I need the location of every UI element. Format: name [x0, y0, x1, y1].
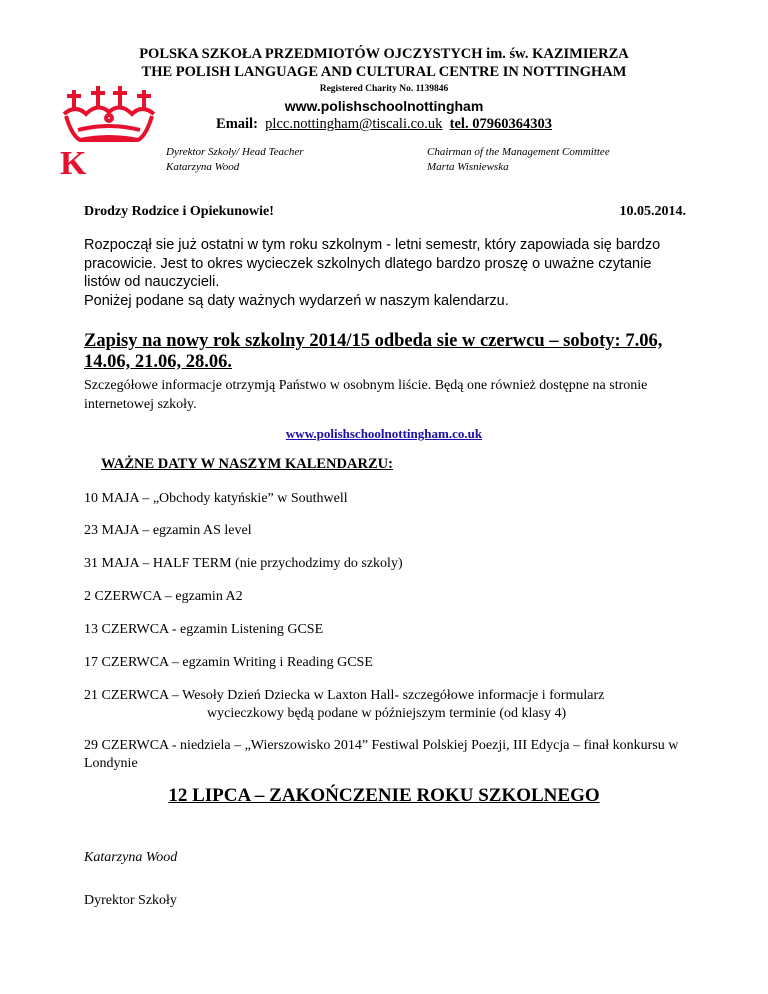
chairman-name: Marta Wisniewska: [427, 161, 509, 173]
chairman-block: [427, 145, 610, 175]
event-item: 23 MAJA – egzamin AS level: [84, 523, 252, 538]
event-item: 2 CZERWCA – egzamin A2: [84, 589, 243, 604]
email-link[interactable]: plcc.nottingham@tiscali.co.uk: [265, 116, 443, 132]
head-teacher-block: [166, 145, 304, 175]
signature-name: Katarzyna Wood: [84, 850, 178, 865]
greeting: Drodzy Rodzice i Opiekunowie!: [84, 204, 274, 219]
telephone: tel. 07960364303: [449, 116, 552, 132]
letter-date: 10.05.2014.: [619, 204, 686, 219]
enrollment-heading-main: Zapisy na nowy rok szkolny 2014/15: [84, 331, 370, 351]
school-name-english: THE POLISH LANGUAGE AND CULTURAL CENTRE IN NOTTINGHAM: [141, 64, 627, 80]
event-item: 13 CZERWCA - egzamin Listening GCSE: [84, 622, 324, 637]
website-link[interactable]: www.polishschoolnottingham.co.uk: [285, 426, 483, 441]
charity-number: Registered Charity No. 1139846: [319, 84, 449, 94]
email-label: Email:: [216, 116, 258, 132]
enrollment-heading: [84, 331, 694, 373]
event-item: 17 CZERWCA – egzamin Writing i Reading GCSE: [84, 655, 373, 670]
intro-text-1: Rozpoczął sie już ostatni w tym roku szkolnym - letni semestr, który zapowiada się bardzo pracowicie. Jest to okres wycieczek szkolnych dlatego bardzo proszę o uważne czytanie listów od nauczycieli.: [84, 237, 661, 290]
school-website: www.polishschoolnottingham: [284, 98, 484, 114]
intro-text-2: Poniżej podane są daty ważnych wydarzeń w naszym kalendarzu.: [84, 292, 509, 309]
important-dates-heading: WAŻNE DATY W NASZYM KALENDARZU:: [101, 456, 393, 472]
chairman-role: Chairman of the Management Committee: [427, 146, 610, 158]
closing-announcement: 12 LIPCA – ZAKOŃCZENIE ROKU SZKOLNEGO: [168, 785, 600, 806]
head-teacher-name: Katarzyna Wood: [166, 161, 240, 173]
event-line: 21 CZERWCA – Wesoły Dzień Dziecka w Laxton Hall- szczegółowe informacje i formularz: [84, 688, 605, 703]
enrollment-heading-dates: odbeda sie w czerwcu – soboty: 7.06, 14.06, 21.06, 28.06.: [84, 331, 663, 372]
signature-role: Dyrektor Szkoły: [84, 893, 177, 908]
event-item: 10 MAJA – „Obchody katyńskie” w Southwell: [84, 491, 348, 506]
school-logo-crown-icon: [58, 78, 158, 178]
details-paragraph: Szczegółowe informacje otrzymją Państwo w osobnym liście. Będą one również dostępne na stronie internetowej szkoły.: [84, 378, 648, 412]
event-item-multiline: [84, 687, 704, 723]
school-name-polish: POLSKA SZKOŁA PRZEDMIOTÓW OJCZYSTYCH im. św. KAZIMIERZA: [139, 46, 629, 62]
event-item: 31 MAJA – HALF TERM (nie przychodzimy do szkoly): [84, 556, 403, 571]
head-teacher-role: Dyrektor Szkoły/ Head Teacher: [166, 146, 304, 158]
logo-letter: K: [60, 145, 87, 178]
event-line-continued: wycieczkowy będą podane w późniejszym terminie (od klasy 4): [207, 706, 567, 721]
intro-paragraph: [84, 236, 684, 310]
event-item: 29 CZERWCA - niedziela – „Wierszowisko 2014” Festiwal Polskiej Poezji, III Edycja – finał konkursu w Londynie: [84, 738, 679, 771]
